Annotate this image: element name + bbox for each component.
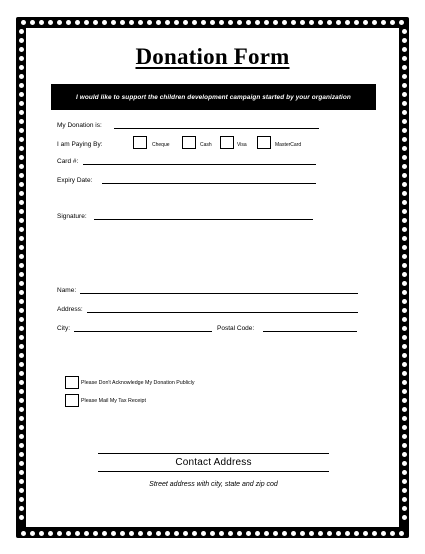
border-bead	[19, 416, 24, 421]
contact-address-subtitle: Street address with city, state and zip cod	[149, 481, 278, 488]
signature-label: Signature:	[57, 213, 87, 220]
mail-receipt-label: Please Mail My Tax Receipt	[81, 398, 146, 404]
border-bead	[402, 272, 407, 277]
border-bead	[19, 119, 24, 124]
border-bead	[102, 531, 107, 536]
border-bead	[402, 83, 407, 88]
border-bead	[291, 531, 296, 536]
border-bead	[19, 326, 24, 331]
border-bead	[291, 20, 296, 25]
visa-option-label: Visa	[237, 142, 247, 148]
border-bead	[390, 20, 395, 25]
border-bead	[402, 29, 407, 34]
border-bead	[372, 20, 377, 25]
contact-bottom-rule	[98, 471, 329, 472]
border-bead	[156, 20, 161, 25]
border-bead	[19, 299, 24, 304]
card-number-label: Card #:	[57, 158, 79, 165]
border-bead	[402, 263, 407, 268]
border-bead	[19, 308, 24, 313]
border-bead	[402, 101, 407, 106]
border-bead	[402, 200, 407, 205]
border-bead	[381, 531, 386, 536]
border-bead	[19, 245, 24, 250]
border-bead	[93, 20, 98, 25]
border-bead	[19, 425, 24, 430]
border-bead	[318, 20, 323, 25]
border-bead	[219, 20, 224, 25]
border-bead	[19, 92, 24, 97]
border-bead	[19, 191, 24, 196]
border-bead	[19, 371, 24, 376]
border-bead	[156, 531, 161, 536]
border-bead	[402, 416, 407, 421]
border-bead	[282, 531, 287, 536]
border-bead	[336, 531, 341, 536]
border-bead	[381, 20, 386, 25]
border-bead	[309, 531, 314, 536]
border-bead	[19, 434, 24, 439]
border-bead	[264, 531, 269, 536]
border-bead	[402, 182, 407, 187]
border-bead	[237, 531, 242, 536]
form-title: Donation Form	[135, 44, 290, 69]
border-bead	[336, 20, 341, 25]
border-bead	[402, 254, 407, 259]
border-bead	[402, 281, 407, 286]
border-bead	[402, 308, 407, 313]
border-bead	[19, 290, 24, 295]
border-bead	[19, 236, 24, 241]
border-bead	[19, 488, 24, 493]
card-number-line[interactable]	[83, 164, 316, 165]
border-bead	[48, 20, 53, 25]
border-bead	[66, 531, 71, 536]
mail-receipt-checkbox[interactable]	[65, 394, 79, 407]
border-bead	[402, 353, 407, 358]
border-bead	[19, 272, 24, 277]
border-bead	[30, 20, 35, 25]
mastercard-option-label: MasterCard	[275, 142, 302, 148]
border-bead	[19, 200, 24, 205]
border-bead	[19, 515, 24, 520]
border-bead	[19, 110, 24, 115]
border-bead	[147, 20, 152, 25]
donation-amount-line[interactable]	[114, 128, 319, 129]
border-bead	[402, 488, 407, 493]
border-bead	[345, 20, 350, 25]
border-bead	[402, 92, 407, 97]
border-bead	[363, 531, 368, 536]
border-bead	[201, 531, 206, 536]
border-bead	[402, 146, 407, 151]
border-bead	[120, 531, 125, 536]
donation-label: My Donation is:	[57, 122, 102, 129]
border-bead	[75, 531, 80, 536]
border-bead	[402, 479, 407, 484]
border-bead	[129, 531, 134, 536]
signature-line[interactable]	[94, 219, 313, 220]
border-bead	[111, 20, 116, 25]
border-bead	[402, 74, 407, 79]
border-bead	[402, 470, 407, 475]
border-bead	[264, 20, 269, 25]
city-line[interactable]	[74, 331, 212, 332]
border-bead	[183, 20, 188, 25]
border-bead	[210, 20, 215, 25]
border-bead	[402, 299, 407, 304]
border-bead	[19, 164, 24, 169]
no-acknowledge-checkbox[interactable]	[65, 376, 79, 389]
border-bead	[273, 531, 278, 536]
border-bead	[354, 531, 359, 536]
border-bead	[19, 452, 24, 457]
border-bead	[174, 531, 179, 536]
mastercard-checkbox[interactable]	[257, 136, 271, 149]
border-bead	[300, 20, 305, 25]
border-bead	[66, 20, 71, 25]
border-bead	[402, 443, 407, 448]
border-bead	[138, 20, 143, 25]
border-bead	[219, 531, 224, 536]
border-bead	[19, 506, 24, 511]
border-bead	[19, 398, 24, 403]
border-bead	[19, 227, 24, 232]
border-bead	[93, 531, 98, 536]
border-bead	[402, 155, 407, 160]
cheque-checkbox[interactable]	[133, 136, 147, 149]
border-bead	[19, 146, 24, 151]
border-bead	[19, 479, 24, 484]
border-bead	[19, 389, 24, 394]
border-bead	[19, 29, 24, 34]
border-bead	[402, 344, 407, 349]
border-bead	[192, 531, 197, 536]
cheque-option-label: Cheque	[152, 142, 170, 148]
border-bead	[111, 531, 116, 536]
border-bead	[19, 353, 24, 358]
border-bead	[402, 326, 407, 331]
border-bead	[255, 20, 260, 25]
border-bead	[300, 531, 305, 536]
border-bead	[19, 470, 24, 475]
border-bead	[363, 20, 368, 25]
border-bead	[210, 531, 215, 536]
border-bead	[402, 110, 407, 115]
border-bead	[21, 531, 26, 536]
border-bead	[402, 452, 407, 457]
border-bead	[309, 20, 314, 25]
postal-code-line[interactable]	[263, 331, 357, 332]
border-bead	[19, 218, 24, 223]
border-bead	[84, 20, 89, 25]
border-bead	[399, 531, 404, 536]
border-bead	[327, 20, 332, 25]
border-bead	[30, 531, 35, 536]
border-bead	[138, 531, 143, 536]
border-bead	[390, 531, 395, 536]
border-bead	[19, 254, 24, 259]
border-bead	[402, 515, 407, 520]
border-bead	[402, 389, 407, 394]
border-bead	[282, 20, 287, 25]
border-bead	[19, 74, 24, 79]
border-bead	[402, 236, 407, 241]
border-bead	[402, 398, 407, 403]
border-bead	[19, 209, 24, 214]
border-bead	[19, 335, 24, 340]
border-bead	[120, 20, 125, 25]
border-bead	[402, 506, 407, 511]
contact-address-title: Contact Address	[175, 457, 252, 468]
border-bead	[19, 497, 24, 502]
name-label: Name:	[57, 287, 77, 294]
border-bead	[228, 531, 233, 536]
border-bead	[402, 461, 407, 466]
city-label: City:	[57, 325, 70, 332]
border-bead	[19, 83, 24, 88]
border-bead	[19, 38, 24, 43]
border-bead	[237, 20, 242, 25]
expiry-date-label: Expiry Date:	[57, 177, 93, 184]
border-bead	[39, 20, 44, 25]
border-bead	[165, 20, 170, 25]
border-bead	[402, 380, 407, 385]
border-bead	[75, 20, 80, 25]
border-bead	[345, 531, 350, 536]
border-bead	[402, 407, 407, 412]
address-line[interactable]	[87, 312, 358, 313]
border-bead	[402, 119, 407, 124]
border-bead	[399, 20, 404, 25]
border-bead	[19, 137, 24, 142]
border-bead	[402, 362, 407, 367]
border-bead	[165, 531, 170, 536]
border-bead	[402, 497, 407, 502]
border-bead	[402, 227, 407, 232]
border-bead	[255, 531, 260, 536]
border-bead	[273, 20, 278, 25]
border-bead	[354, 20, 359, 25]
border-bead	[402, 38, 407, 43]
border-bead	[21, 20, 26, 25]
border-bead	[19, 362, 24, 367]
border-bead	[84, 531, 89, 536]
border-bead	[19, 101, 24, 106]
border-bead	[19, 380, 24, 385]
border-bead	[402, 209, 407, 214]
border-bead	[201, 20, 206, 25]
border-bead	[402, 137, 407, 142]
border-bead	[48, 531, 53, 536]
paying-by-label: I am Paying By:	[57, 141, 103, 148]
border-bead	[19, 128, 24, 133]
border-bead	[57, 531, 62, 536]
expiry-date-line[interactable]	[102, 183, 316, 184]
border-bead	[19, 263, 24, 268]
border-bead	[402, 425, 407, 430]
border-bead	[19, 443, 24, 448]
border-bead	[402, 218, 407, 223]
border-bead	[402, 290, 407, 295]
border-bead	[19, 281, 24, 286]
no-acknowledge-label: Please Don't Acknowledge My Donation Publicly	[81, 380, 195, 386]
border-bead	[327, 531, 332, 536]
border-bead	[174, 20, 179, 25]
border-bead	[246, 20, 251, 25]
border-bead	[19, 173, 24, 178]
cash-option-label: Cash	[200, 142, 212, 148]
campaign-banner: I would like to support the children development campaign started by your organization	[51, 84, 376, 110]
border-bead	[129, 20, 134, 25]
border-bead	[228, 20, 233, 25]
border-bead	[39, 531, 44, 536]
border-bead	[372, 531, 377, 536]
visa-checkbox[interactable]	[220, 136, 234, 149]
name-line[interactable]	[80, 293, 358, 294]
border-bead	[402, 191, 407, 196]
border-bead	[318, 531, 323, 536]
border-bead	[402, 245, 407, 250]
border-bead	[402, 317, 407, 322]
contact-top-rule	[98, 453, 329, 454]
border-bead	[402, 128, 407, 133]
border-bead	[147, 531, 152, 536]
border-bead	[19, 155, 24, 160]
border-bead	[19, 182, 24, 187]
border-bead	[246, 531, 251, 536]
border-bead	[57, 20, 62, 25]
cash-checkbox[interactable]	[182, 136, 196, 149]
border-bead	[102, 20, 107, 25]
border-bead	[402, 335, 407, 340]
border-bead	[402, 434, 407, 439]
border-bead	[192, 20, 197, 25]
postal-code-label: Postal Code:	[217, 325, 255, 332]
address-label: Address:	[57, 306, 83, 313]
border-bead	[19, 317, 24, 322]
border-bead	[402, 164, 407, 169]
border-bead	[19, 344, 24, 349]
border-bead	[19, 407, 24, 412]
border-bead	[183, 531, 188, 536]
border-bead	[402, 371, 407, 376]
border-bead	[402, 173, 407, 178]
border-bead	[19, 461, 24, 466]
